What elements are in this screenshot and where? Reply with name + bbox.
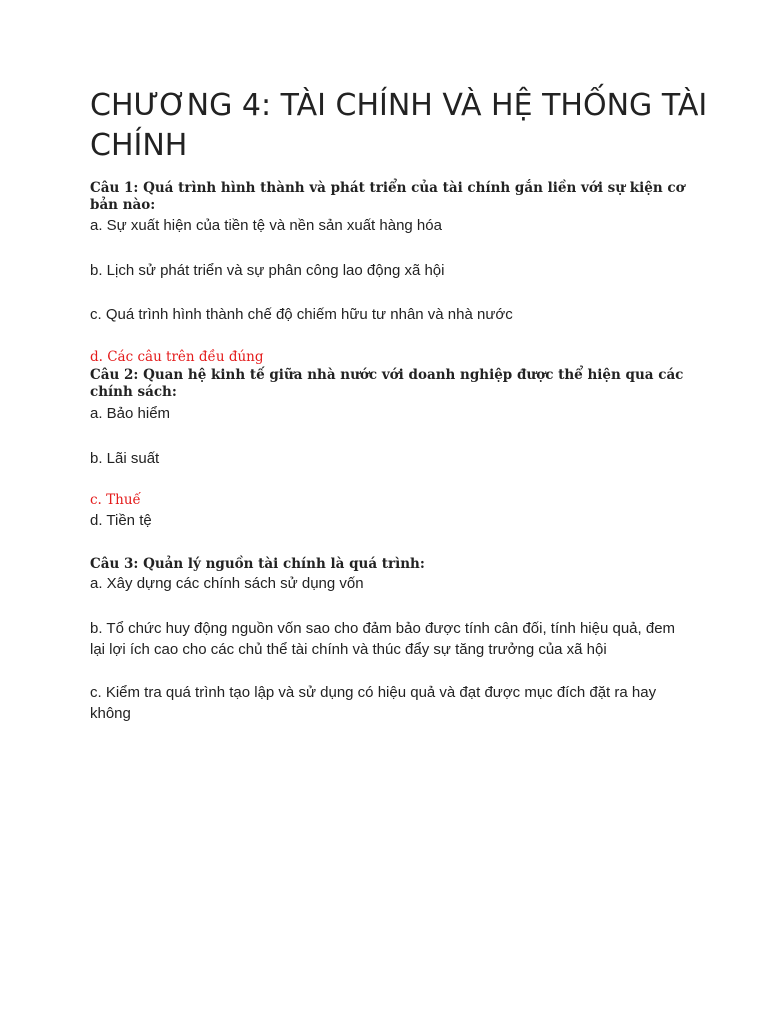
question-2-option-b: b. Lãi suất bbox=[90, 450, 160, 467]
question-3-option-c: c. Kiểm tra quá trình tạo lập và sử dụng có hiệu quả và đạt được mục đích đặt ra hay không bbox=[90, 684, 657, 722]
question-3-option-a: a. Xây dựng các chính sách sử dụng vốn bbox=[90, 575, 364, 592]
question-1-option-a: a. Sự xuất hiện của tiền tệ và nền sản xuất hàng hóa bbox=[90, 217, 442, 234]
question-1-text: Câu 1: Quá trình hình thành và phát triển của tài chính gắn liền với sự kiện cơ bản nào: bbox=[90, 180, 685, 213]
question-2-text: Câu 2: Quan hệ kinh tế giữa nhà nước với doanh nghiệp được thể hiện qua các chính sách: bbox=[90, 367, 684, 400]
question-2-option-c-answer: c. Thuế bbox=[90, 492, 141, 508]
question-2-option-d: d. Tiền tệ bbox=[90, 512, 152, 529]
question-3-text: Câu 3: Quản lý nguồn tài chính là quá trình: bbox=[90, 556, 425, 572]
question-3-option-b: b. Tổ chức huy động nguồn vốn sao cho đảm bảo được tính cân đối, tính hiệu quả, đem lại lợi ích cao cho các chủ thể tài chính và thúc đẩy sự tăng trưởng của xã hội bbox=[90, 620, 676, 658]
page-title: CHƯƠNG 4: TÀI CHÍNH VÀ HỆ THỐNG TÀI CHÍNH bbox=[90, 88, 708, 163]
question-2-option-a: a. Bảo hiểm bbox=[90, 405, 171, 422]
question-1-option-c: c. Quá trình hình thành chế độ chiếm hữu tư nhân và nhà nước bbox=[90, 306, 513, 323]
question-1-option-b: b. Lịch sử phát triển và sự phân công lao động xã hội bbox=[90, 262, 445, 279]
question-1-option-d-answer: d. Các câu trên đều đúng bbox=[90, 349, 264, 365]
